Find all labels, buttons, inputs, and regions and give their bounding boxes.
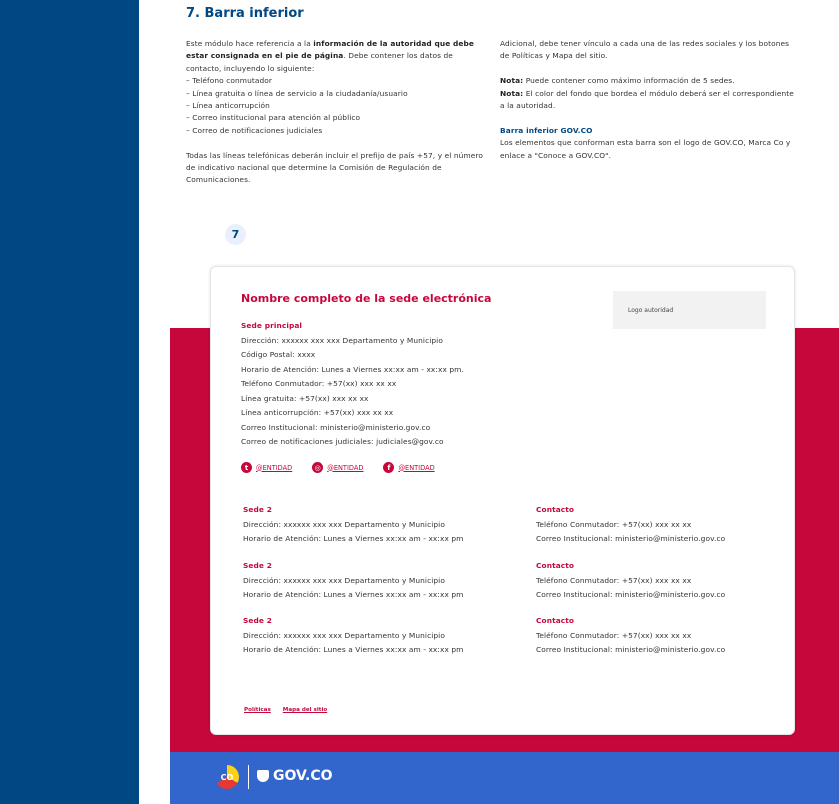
- govco-bar-text: Los elementos que conforman esta barra son el logo de GOV.CO, Marca Co y enlace a "Conoce a GOV.CO".: [500, 138, 791, 160]
- right-description: [500, 38, 800, 162]
- main-sede-heading: Sede principal: [241, 321, 303, 330]
- main-sede-line: Correo Institucional: ministerio@ministerio.gov.co: [241, 422, 431, 432]
- note-max-sedes: Nota: Puede contener como máximo información de 5 sedes.: [500, 76, 735, 86]
- footer-card: [210, 266, 795, 735]
- list-item: – Línea anticorrupción: [186, 101, 270, 111]
- shield-icon: [257, 770, 269, 782]
- main-sede-line: Línea gratuita: +57(xx) xxx xx xx: [241, 393, 369, 403]
- phones-note: Todas las líneas telefónicas deberán incluir el prefijo de país +57, y el número de indicativo nacional que determine la Comisión de Regulación de Comunicaciones.: [186, 150, 483, 185]
- main-sede-line: Teléfono Conmutador: +57(xx) xxx xx xx: [241, 379, 397, 388]
- site-name: Nombre completo de la sede electrónica: [241, 292, 492, 305]
- sitemap-link[interactable]: Mapa del sitio: [282, 707, 328, 713]
- social-paragraph: Adicional, debe tener vínculo a cada una de las redes sociales y los botones de Políticas y Mapa del sitio.: [500, 39, 790, 61]
- main-sede-line: Código Postal: xxxx: [241, 350, 316, 359]
- note-bg-color: Nota: El color del fondo que bordea el módulo deberá ser el correspondiente a la autoridad.: [500, 88, 794, 111]
- sede-block: Sede 2 Dirección: xxxxxx xxx xxx Departamento y Municipio Horario de Atención: Lunes a Viernes xx:xx am - xx:xx pm: [243, 616, 464, 654]
- sede-block: Sede 2 Dirección: xxxxxx xxx xxx Departamento y Municipio Horario de Atención: Lunes a Viernes xx:xx am - xx:xx pm: [243, 505, 464, 543]
- contact-block: Contacto Teléfono Conmutador: +57(xx) xxx xx xx Correo Institucional: ministerio@ministerio.gov.co: [536, 561, 726, 599]
- main-sede-line: Correo de notificaciones judiciales: judiciales@gov.co: [241, 437, 444, 446]
- left-description: [186, 38, 486, 187]
- twitter-link[interactable]: t @ENTIDAD: [241, 462, 292, 473]
- contact-block: Contacto Teléfono Conmutador: +57(xx) xxx xx xx Correo Institucional: ministerio@ministerio.gov.co: [536, 616, 726, 654]
- authority-logo-placeholder: Logo autoridad: [613, 291, 766, 329]
- social-links: [241, 462, 455, 473]
- step-badge: 7: [225, 224, 246, 245]
- intro-paragraph: Este módulo hace referencia a la información de la autoridad que debe estar consignada en el pie de página. Debe contener los datos de contacto, incluyendo lo siguiente:: [186, 39, 475, 73]
- co-brand-logo[interactable]: CO: [215, 765, 239, 789]
- main-sede-line: Línea anticorrupción: +57(xx) xxx xx xx: [241, 408, 394, 417]
- instagram-icon: ◎: [312, 462, 323, 473]
- footer-links: [244, 707, 339, 713]
- facebook-icon: f: [383, 462, 394, 473]
- list-item: – Correo institucional para atención al público: [186, 113, 361, 123]
- list-item: – Línea gratuita o línea de servicio a la ciudadanía/usuario: [186, 88, 408, 98]
- policies-link[interactable]: Políticas: [244, 707, 271, 713]
- sede-block: Sede 2 Dirección: xxxxxx xxx xxx Departamento y Municipio Horario de Atención: Lunes a Viernes xx:xx am - xx:xx pm: [243, 561, 464, 599]
- contact-block: Contacto Teléfono Conmutador: +57(xx) xxx xx xx Correo Institucional: ministerio@ministerio.gov.co: [536, 505, 726, 543]
- main-sede-line: Horario de Atención: Lunes a Viernes xx:xx am - xx:xx pm.: [241, 364, 464, 374]
- govco-logo[interactable]: GOV.CO: [257, 768, 333, 784]
- twitter-icon: t: [241, 462, 252, 473]
- section-title: 7. Barra inferior: [186, 6, 304, 21]
- list-item: – Teléfono conmutador: [186, 76, 273, 86]
- logo-divider: [248, 765, 249, 789]
- main-sede-line: Dirección: xxxxxx xxx xxx Departamento y Municipio: [241, 335, 443, 345]
- govco-bar-title: Barra inferior GOV.CO: [500, 125, 593, 135]
- main-sede: [241, 319, 464, 450]
- instagram-link[interactable]: ◎ @ENTIDAD: [312, 462, 363, 473]
- left-side-bar: [0, 0, 139, 804]
- facebook-link[interactable]: f @ENTIDAD: [383, 462, 434, 473]
- list-item: – Correo de notificaciones judiciales: [186, 125, 323, 135]
